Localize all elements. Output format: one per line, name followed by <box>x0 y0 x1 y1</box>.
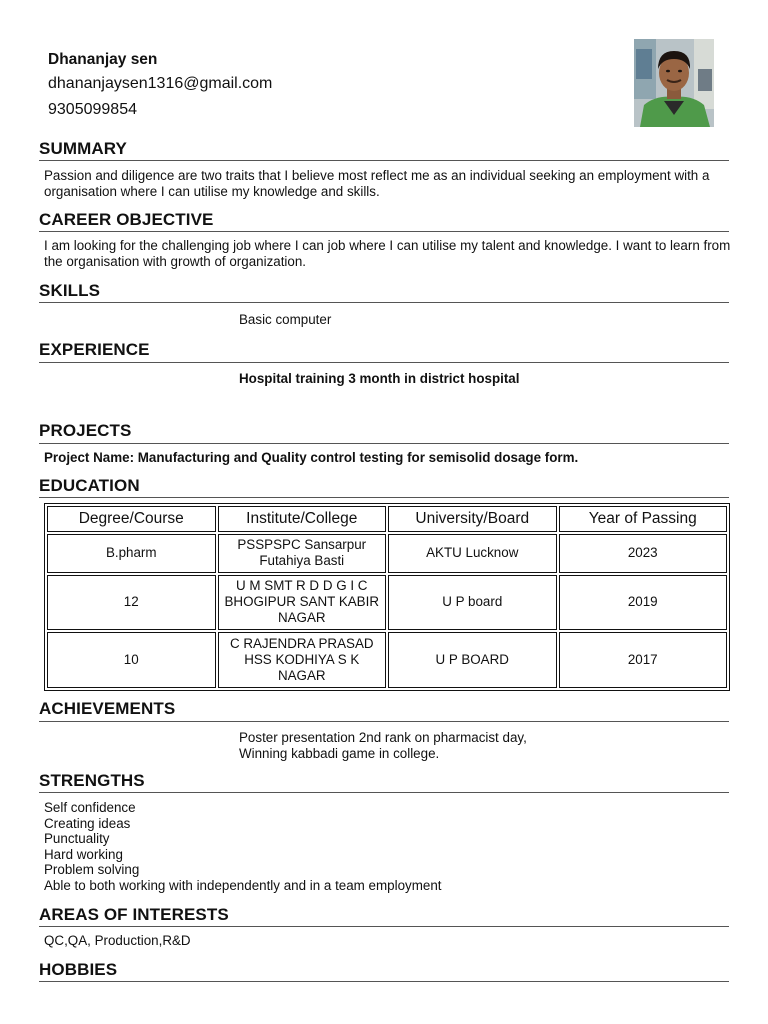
section-title-achievements: ACHIEVEMENTS <box>39 699 176 718</box>
achievement-item: Poster presentation 2nd rank on pharmacist day, <box>239 730 527 745</box>
table-cell: U P board <box>388 575 557 631</box>
table-cell: 12 <box>47 575 216 631</box>
table-header-row <box>47 506 727 532</box>
table-row <box>47 632 727 688</box>
table-cell: B.pharm <box>47 534 216 573</box>
divider <box>39 792 729 793</box>
column-header: Degree/Course <box>47 506 216 532</box>
section-title-career-objective: CAREER OBJECTIVE <box>39 210 214 229</box>
table-cell: 2019 <box>559 575 728 631</box>
divider <box>39 926 729 927</box>
section-title-strengths: STRENGTHS <box>39 771 145 790</box>
table-cell: U P BOARD <box>388 632 557 688</box>
section-title-projects: PROJECTS <box>39 421 132 440</box>
divider <box>39 981 729 982</box>
summary-text: Passion and diligence are two traits that I believe most reflect me as an individual seeking an employment with a organisation where I can utilise my knowledge and skills. <box>44 168 710 199</box>
table-cell: 10 <box>47 632 216 688</box>
list-item: Self confidence <box>44 800 136 815</box>
profile-photo <box>634 39 714 127</box>
list-item: Punctuality <box>44 831 110 847</box>
list-item: Able to both working with independently and in a team employment <box>44 877 442 893</box>
list-item: Creating ideas <box>44 815 131 831</box>
column-header: University/Board <box>388 506 557 532</box>
section-title-interests: AREAS OF INTERESTS <box>39 905 229 924</box>
project-text: Project Name: Manufacturing and Quality control testing for semisolid dosage form. <box>44 450 579 465</box>
phone-number: 9305099854 <box>48 101 137 118</box>
achievement-item: Winning kabbadi game in college. <box>239 746 440 761</box>
email-address: dhananjaysen1316@gmail.com <box>48 75 273 92</box>
divider <box>39 302 729 303</box>
education-table <box>44 503 730 691</box>
career-objective-text: I am looking for the challenging job where I can job where I can utilise my talent and knowledge. I want to learn from the organisation with growth of organization. <box>44 238 731 269</box>
table-cell: U M SMT R D D G I C BHOGIPUR SANT KABIR NAGAR <box>218 575 387 631</box>
list-item: Problem solving <box>44 862 140 878</box>
section-title-skills: SKILLS <box>39 281 101 300</box>
section-title-summary: SUMMARY <box>39 139 127 158</box>
section-title-hobbies: HOBBIES <box>39 960 118 979</box>
section-title-experience: EXPERIENCE <box>39 340 150 359</box>
divider <box>39 497 729 498</box>
column-header: Institute/College <box>218 506 387 532</box>
table-row <box>47 575 727 631</box>
table-cell: 2023 <box>559 534 728 573</box>
candidate-name: Dhananjay sen <box>48 51 158 68</box>
table-cell: PSSPSPC Sansarpur Futahiya Basti <box>218 534 387 573</box>
experience-text: Hospital training 3 month in district hospital <box>239 371 520 386</box>
divider <box>39 443 729 444</box>
list-item: Hard working <box>44 846 123 862</box>
column-header: Year of Passing <box>559 506 728 532</box>
table-cell: 2017 <box>559 632 728 688</box>
table-cell: AKTU Lucknow <box>388 534 557 573</box>
strengths-list <box>44 800 734 894</box>
divider <box>39 362 729 363</box>
section-title-education: EDUCATION <box>39 476 140 495</box>
divider <box>39 231 729 232</box>
table-cell: C RAJENDRA PRASAD HSS KODHIYA S K NAGAR <box>218 632 387 688</box>
table-row <box>47 534 727 573</box>
skill-item: Basic computer <box>239 312 332 327</box>
divider <box>39 721 729 722</box>
divider <box>39 160 729 161</box>
interests-text: QC,QA, Production,R&D <box>44 933 191 948</box>
